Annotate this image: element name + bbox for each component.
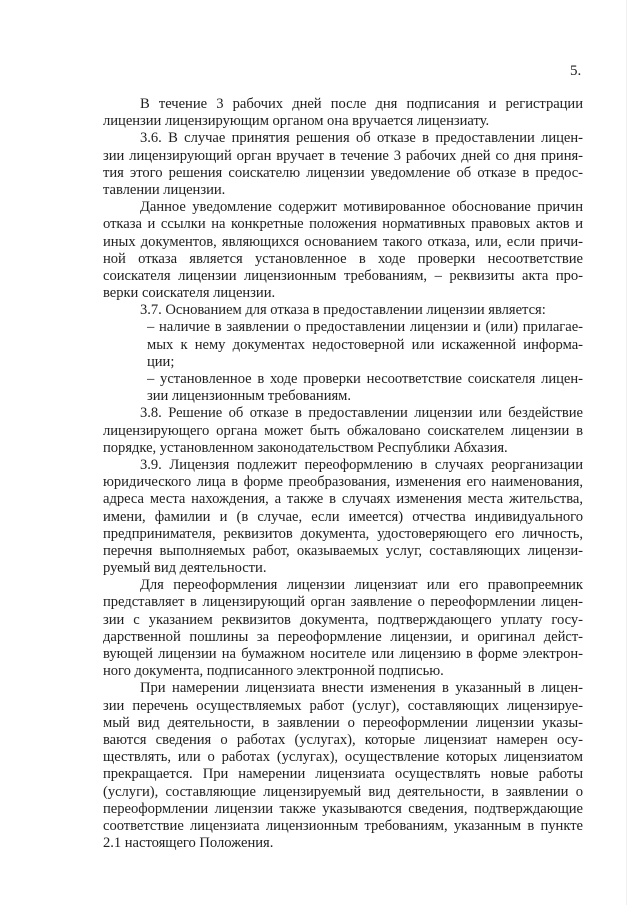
text-line: предпринимателя, реквизитов документа, удостоверяющего его личность, bbox=[103, 525, 583, 542]
text-line: зии с указанием реквизитов документа, подтверждающего уплату госу- bbox=[103, 611, 583, 628]
text-line: руемый вид деятельности. bbox=[103, 560, 267, 577]
text-line: лицензирующего органа может быть обжаловано соискателем лицензии в bbox=[103, 422, 583, 439]
text-line: 3.8. Решение об отказе в предоставлении лицензии или бездействие bbox=[140, 405, 583, 422]
page-number: 5. bbox=[570, 63, 582, 79]
text-line: 3.6. В случае принятия решения об отказе в предоставлении лицен- bbox=[140, 130, 583, 147]
list-item-false-info bbox=[103, 319, 583, 371]
text-line: адреса места нахождения, а также в случаях изменения места жительства, bbox=[103, 491, 583, 508]
text-line: ществлять, или о работах (услугах), осуществление которых лицензиатом bbox=[103, 749, 583, 766]
text-line: прекращается. При намерении лицензиата осуществлять новые работы bbox=[103, 766, 583, 783]
text-line: перечня выполняемых работ, оказываемых услуг, составляющих лицензи- bbox=[103, 542, 583, 559]
text-line: – наличие в заявлении о предоставлении лицензии и (или) прилагае- bbox=[147, 319, 583, 336]
text-line: имени, фамилии и (в случае, если имеется) отчества индивидуального bbox=[103, 508, 583, 525]
text-line: 3.7. Основанием для отказа в предоставлении лицензии является: bbox=[140, 302, 546, 319]
text-line: тавлении лицензии. bbox=[103, 181, 226, 198]
paragraph-notification bbox=[103, 199, 583, 302]
text-line: юридического лица в форме преобразования, изменения его наименования, bbox=[103, 474, 583, 491]
text-line: порядке, установленном законодательством Республики Абхазия. bbox=[103, 439, 508, 456]
paragraph-3-9 bbox=[103, 457, 583, 577]
text-line: 3.9. Лицензия подлежит переоформлению в случаях реорганизации bbox=[140, 456, 583, 473]
document-body bbox=[103, 96, 583, 852]
paragraph-3-6 bbox=[103, 130, 583, 199]
text-line: ваются сведения о работах (услугах), которые лицензиат намерен осу- bbox=[103, 731, 583, 748]
text-line: – установленное в ходе проверки несоответствие соискателя лицен- bbox=[147, 371, 583, 387]
text-line: дарственной пошлины за переоформление лицензии, и оригинал дейст- bbox=[103, 628, 583, 645]
text-line: В течение 3 рабочих дней после дня подписания и регистрации bbox=[140, 96, 583, 112]
text-line: представляет в лицензирующий орган заявление о переоформлении лицен- bbox=[103, 594, 583, 611]
text-line: зии перечень осуществляемых работ (услуг), составляющих лицензируе- bbox=[103, 697, 583, 714]
paragraph-changes-to-services bbox=[103, 680, 583, 852]
text-line: (услуги), составляющие лицензируемый вид деятельности, в заявлении о bbox=[103, 783, 583, 800]
paragraph-3-7 bbox=[103, 302, 583, 319]
text-line: мых к нему документах недостоверной или искаженной информа- bbox=[147, 336, 583, 353]
paragraph-reissue-application bbox=[103, 577, 583, 680]
text-line: зии лицензионным требованиям. bbox=[147, 388, 351, 405]
text-line: соответствие лицензиата лицензионным требованиям, указанным в пункте bbox=[103, 817, 583, 834]
paragraph-3-8 bbox=[103, 405, 583, 457]
text-line: Для переоформления лицензии лицензиат или его правопреемник bbox=[140, 577, 583, 594]
text-line: При намерении лицензиата внести изменения в указанный в лицен- bbox=[140, 680, 583, 697]
text-line: зии лицензирующий орган вручает в течение 3 рабочих дней со дня приня- bbox=[103, 147, 583, 164]
text-line: отказа и ссылки на конкретные положения нормативных правовых актов и bbox=[103, 216, 583, 233]
text-line: ного документа, подписанного электронной подписью. bbox=[103, 663, 444, 680]
text-line: Данное уведомление содержит мотивированное обоснование причин bbox=[140, 199, 583, 216]
text-line: переоформлении лицензии также указываются сведения, подтверждающие bbox=[103, 800, 583, 817]
text-line: лицензии лицензирующим органом она вручается лицензиату. bbox=[103, 113, 490, 130]
text-line: ной отказа является установленное в ходе проверки несоответствие bbox=[103, 250, 583, 267]
text-line: тия этого решения соискателю лицензии уведомление об отказе в предос- bbox=[103, 164, 583, 181]
text-line: 2.1 настоящего Положения. bbox=[103, 835, 274, 852]
list-item-noncompliance bbox=[103, 371, 583, 405]
scan-edge-line bbox=[626, 0, 627, 905]
text-line: вующей лицензии на бумажном носителе или лицензию в форме электрон- bbox=[103, 646, 583, 662]
paragraph-license-delivery bbox=[103, 96, 583, 130]
text-line: верки соискателя лицензии. bbox=[103, 285, 276, 302]
text-line: иных документов, являющихся основанием такого отказа, или, если причи- bbox=[103, 233, 583, 250]
text-line: соискателя лицензии лицензионным требованиям, – реквизиты акта про- bbox=[103, 267, 583, 284]
text-line: мый вид деятельности, в заявлении о переоформлении лицензии указы- bbox=[103, 714, 583, 731]
text-line: ции; bbox=[147, 353, 175, 370]
